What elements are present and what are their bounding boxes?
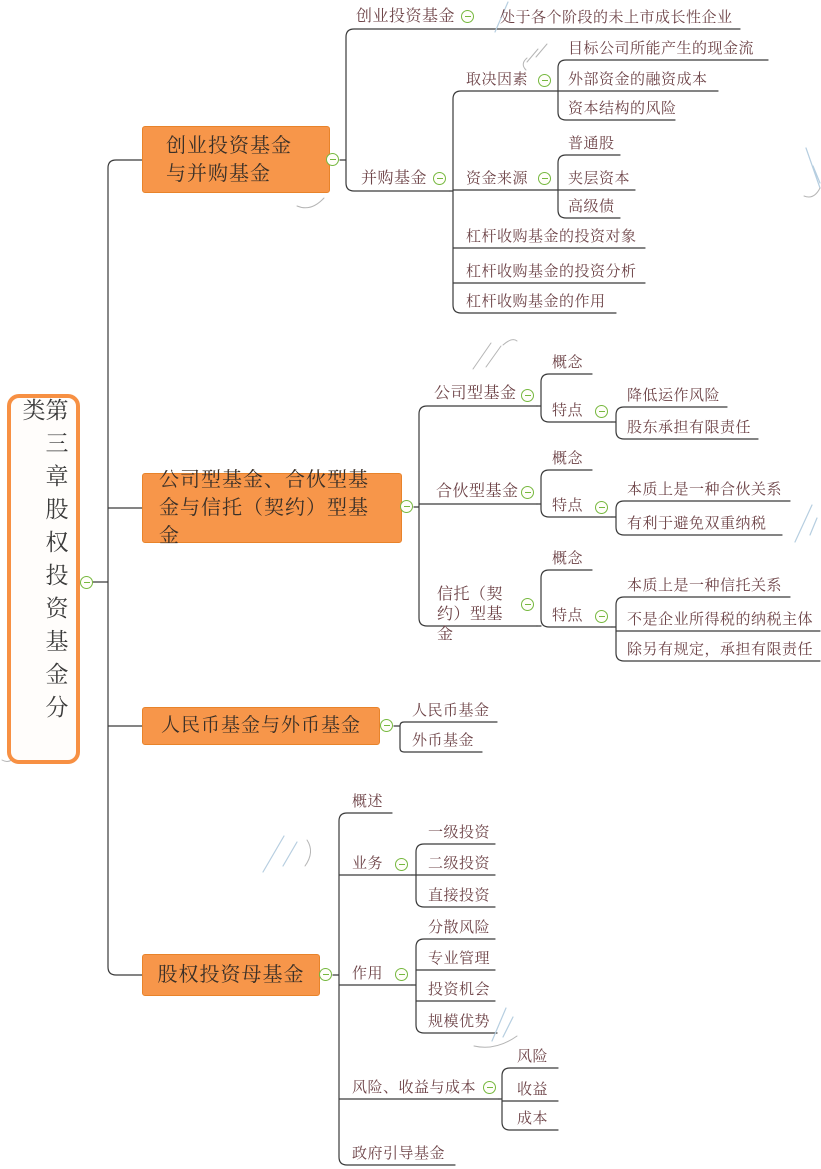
node-determining-factors[interactable]: 取决因素 [466, 71, 529, 88]
node-return[interactable]: 收益 [517, 1081, 549, 1098]
branch-corporate-partnership-trust-label: 公司型基金、合伙型基金与信托（契约）型基金 [159, 469, 369, 547]
collapse-icon-business[interactable] [395, 858, 408, 871]
collapse-icon-venture-capital-fund[interactable] [461, 10, 474, 23]
branch-venture-and-buyout[interactable] [142, 126, 330, 193]
node-corporate-fund[interactable]: 公司型基金 [434, 385, 517, 402]
node-corporate-concept[interactable]: 概念 [552, 354, 584, 371]
root-node[interactable] [7, 394, 80, 764]
collapse-icon-funding-sources[interactable] [538, 172, 551, 185]
node-investment-opportunities[interactable]: 投资机会 [428, 981, 491, 998]
root-node-label: 第三章股权投资基金分类 [19, 398, 69, 728]
node-overview[interactable]: 概述 [352, 793, 384, 810]
collapse-icon-partnership-features[interactable] [595, 501, 608, 514]
node-capital-structure-risk[interactable]: 资本结构的风险 [568, 100, 677, 117]
node-risk-return-cost[interactable]: 风险、收益与成本 [352, 1079, 477, 1096]
node-partnership-fund[interactable]: 合伙型基金 [436, 483, 519, 500]
collapse-icon-branch-corporate-partnership-trust[interactable] [400, 500, 413, 513]
collapse-icon-root[interactable] [80, 576, 93, 589]
node-funding-sources[interactable]: 资金来源 [466, 170, 529, 187]
node-lbo-functions[interactable]: 杠杆收购基金的作用 [466, 293, 606, 310]
branch-venture-and-buyout-label: 创业投资基金与并购基金 [166, 134, 292, 185]
collapse-icon-trust-features[interactable] [595, 610, 608, 623]
node-not-income-tax-subject[interactable]: 不是企业所得税的纳税主体 [627, 611, 814, 628]
node-business[interactable]: 业务 [352, 855, 384, 872]
branch-rmb-and-foreign-currency-label: 人民币基金与外币基金 [160, 715, 361, 736]
collapse-icon-trust-fund[interactable] [521, 598, 534, 611]
node-rmb-fund[interactable]: 人民币基金 [412, 702, 490, 719]
branch-fund-of-funds-label: 股权投资母基金 [157, 964, 305, 986]
node-partnership-features[interactable]: 特点 [552, 497, 584, 514]
node-lower-operational-risk[interactable]: 降低运作风险 [627, 387, 721, 404]
node-target-company-cash-flow[interactable]: 目标公司所能产生的现金流 [568, 40, 755, 57]
node-functions[interactable]: 作用 [352, 965, 384, 982]
node-secondary-investment[interactable]: 二级投资 [428, 855, 491, 872]
branch-fund-of-funds[interactable] [142, 954, 320, 996]
node-external-financing-cost[interactable]: 外部资金的融资成本 [568, 71, 708, 88]
branch-corporate-partnership-trust[interactable] [142, 469, 402, 547]
node-trust-features[interactable]: 特点 [552, 607, 584, 624]
branch-rmb-and-foreign-currency[interactable] [142, 707, 380, 745]
node-avoid-double-taxation[interactable]: 有利于避免双重纳税 [627, 515, 767, 532]
node-senior-debt[interactable]: 高级债 [568, 198, 615, 215]
node-corporate-features[interactable]: 特点 [552, 402, 584, 419]
node-risk[interactable]: 风险 [517, 1048, 549, 1065]
collapse-icon-branch-rmb-and-foreign-currency[interactable] [380, 719, 393, 732]
collapse-icon-determining-factors[interactable] [538, 74, 551, 87]
collapse-icon-risk-return-cost[interactable] [483, 1081, 496, 1094]
node-primary-investment[interactable]: 一级投资 [428, 824, 491, 841]
node-limited-liability-unless-specified[interactable]: 除另有规定，承担有限责任 [627, 641, 814, 658]
node-venture-capital-fund[interactable]: 创业投资基金 [356, 8, 456, 25]
node-partnership-concept[interactable]: 概念 [552, 450, 584, 467]
node-risk-diversification[interactable]: 分散风险 [428, 919, 491, 936]
collapse-icon-corporate-fund[interactable] [521, 389, 534, 402]
collapse-icon-corporate-features[interactable] [595, 405, 608, 418]
node-lbo-investment-analysis[interactable]: 杠杆收购基金的投资分析 [466, 263, 637, 280]
node-shareholders-limited-liability[interactable]: 股东承担有限责任 [627, 419, 752, 436]
collapse-icon-buyout-fund[interactable] [433, 172, 446, 185]
node-trust-fund[interactable]: 信托（契约）型基金 [437, 586, 504, 643]
collapse-icon-functions[interactable] [395, 968, 408, 981]
node-direct-investment[interactable]: 直接投资 [428, 887, 491, 904]
collapse-icon-branch-venture-and-buyout[interactable] [326, 153, 339, 166]
collapse-icon-partnership-fund[interactable] [521, 486, 534, 499]
node-government-guidance-fund[interactable]: 政府引导基金 [352, 1145, 446, 1162]
node-buyout-fund[interactable]: 并购基金 [361, 170, 428, 187]
node-trust-concept[interactable]: 概念 [552, 550, 584, 567]
node-trust-relationship[interactable]: 本质上是一种信托关系 [627, 577, 783, 594]
node-professional-management[interactable]: 专业管理 [428, 950, 491, 967]
collapse-icon-branch-fund-of-funds[interactable] [319, 968, 332, 981]
node-unlisted-growth-enterprises[interactable]: 处于各个阶段的未上市成长性企业 [500, 9, 733, 26]
node-partnership-relationship[interactable]: 本质上是一种合伙关系 [627, 481, 783, 498]
node-foreign-currency-fund[interactable]: 外币基金 [412, 732, 475, 749]
node-scale-advantage[interactable]: 规模优势 [428, 1013, 491, 1030]
node-cost[interactable]: 成本 [517, 1110, 549, 1127]
node-lbo-investment-targets[interactable]: 杠杆收购基金的投资对象 [466, 228, 637, 245]
node-common-stock[interactable]: 普通股 [568, 135, 615, 152]
node-mezzanine-capital[interactable]: 夹层资本 [568, 170, 631, 187]
